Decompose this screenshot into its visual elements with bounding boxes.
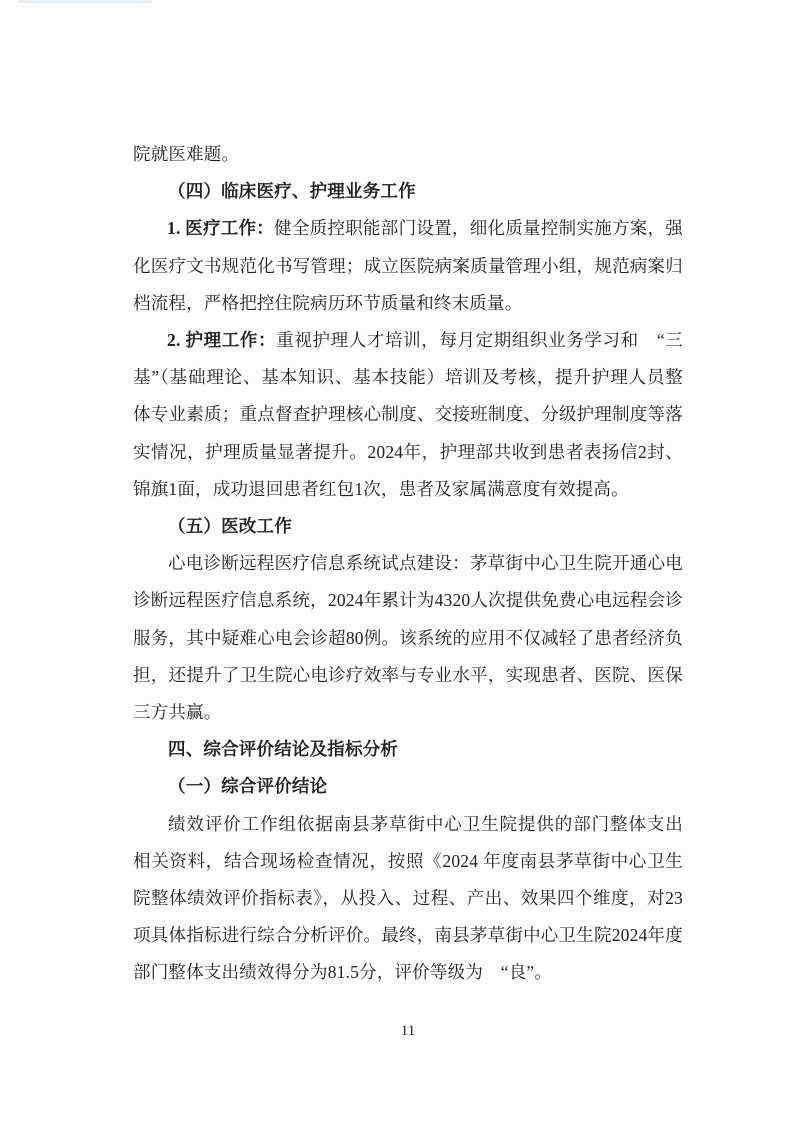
paragraph-continuation-line: 院就医难题。 [133,144,240,164]
bold-lead-medical-work: 1. 医疗工作： [167,218,275,239]
doc-line: 实情况，护理质量显著提升。2024年，护理部共收到患者表扬信2封、 [133,441,683,462]
doc-line: 锦旗1面，成功退回患者红包1次，患者及家属满意度有效提高。 [133,478,629,499]
doc-line: 心电诊断远程医疗信息系统试点建设：茅草街中心卫生院开通心电 [168,553,683,574]
section-heading-1: （一）综合评价结论 [168,776,328,797]
doc-line [133,210,683,247]
doc-line: 院整体绩效评价指标表》，从投入、过程、产出、效果四个维度，对23 [133,888,683,909]
doc-line: 部门整体支出绩效得分为81.5分，评价等级为 “良”。 [133,962,553,983]
doc-line: 体专业素质；重点督查护理核心制度、交接班制度、分级护理制度等落 [133,404,683,425]
doc-line: 档流程，严格把控住院病历环节质量和终末质量。 [133,292,523,313]
chapter-heading-4: 四、综合评价结论及指标分析 [168,739,399,760]
line-text: 健全质控职能部门设置，细化质量控制实施方案，强 [274,218,683,239]
doc-line: 项具体指标进行综合分析评价。最终，南县茅草街中心卫生院2024年度 [133,925,683,946]
doc-line: 诊断远程医疗信息系统，2024年累计为4320人次提供免费心电远程会诊 [133,590,683,611]
line-text: 重视护理人才培训，每月定期组织业务学习和 “三 [276,330,683,351]
scan-artifact [18,0,152,3]
doc-line: 化医疗文书规范化书写管理；成立医院病案质量管理小组，规范病案归 [133,255,683,276]
section-heading-4: （四）临床医疗、护理业务工作 [168,181,416,202]
doc-line: 相关资料，结合现场检查情况，按照《2024 年度南县茅草街中心卫生 [133,850,683,871]
doc-line: 基”（基础理论、基本知识、基本技能）培训及考核，提升护理人员整 [133,367,683,388]
page-number: 11 [400,1023,416,1039]
doc-line: 绩效评价工作组依据南县茅草街中心卫生院提供的部门整体支出 [168,813,683,834]
doc-line: 三方共赢。 [133,702,222,723]
section-heading-5: （五）医改工作 [168,516,292,537]
doc-line: 服务，其中疑难心电会诊超80例。该系统的应用不仅减轻了患者经济负 [133,627,683,648]
doc-line [133,322,683,359]
page-body-text [133,136,683,992]
bold-lead-nursing-work: 2. 护理工作： [167,330,277,351]
doc-line: 担，还提升了卫生院心电诊疗效率与专业水平，实现患者、医院、医保 [133,664,683,685]
